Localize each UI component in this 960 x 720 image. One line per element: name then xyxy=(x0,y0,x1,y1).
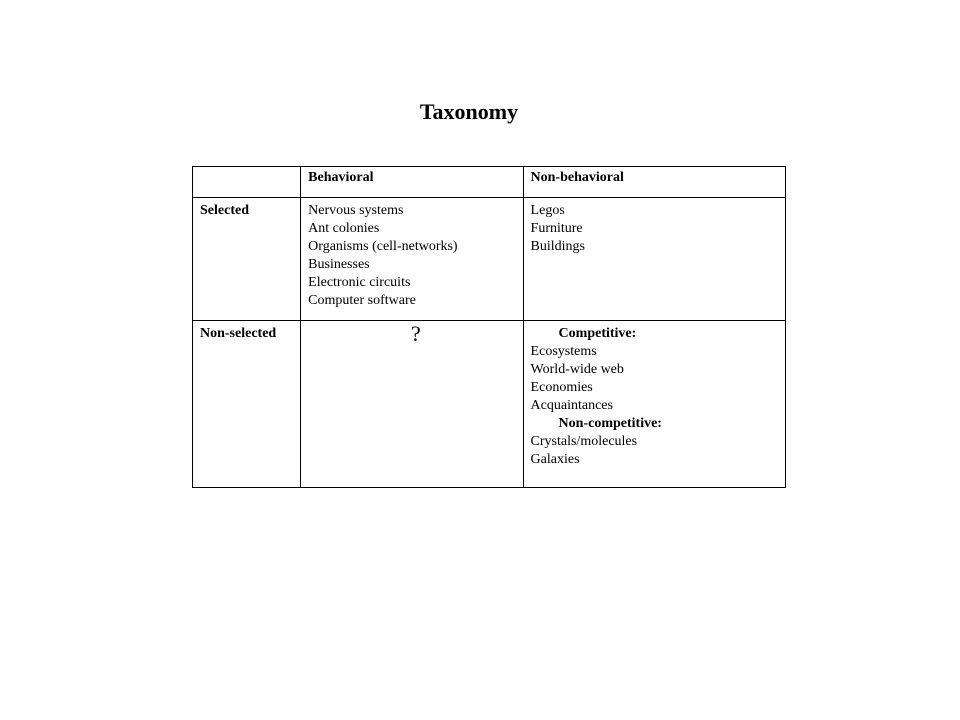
column-header-label: Non-behavioral xyxy=(530,170,624,185)
list-item: Crystals/molecules xyxy=(530,434,638,449)
row-header-label: Selected xyxy=(200,203,249,218)
list-item: Nervous systems xyxy=(308,203,404,218)
list-item: Furniture xyxy=(530,221,583,236)
list-item: Economies xyxy=(530,380,593,395)
row-header-selected xyxy=(193,198,301,321)
list-item: Buildings xyxy=(530,239,586,254)
taxonomy-table xyxy=(192,166,786,488)
list-item: Organisms (cell-networks) xyxy=(308,239,458,254)
column-header-nonbehavioral xyxy=(523,167,785,198)
column-header-behavioral xyxy=(301,167,523,198)
cell-selected-behavioral xyxy=(301,198,523,321)
competitive-heading: Competitive: xyxy=(558,326,637,341)
question-mark: ? xyxy=(410,321,421,346)
table-row-nonselected xyxy=(193,321,786,488)
table-header-row xyxy=(193,167,786,198)
list-item: Electronic circuits xyxy=(308,275,411,290)
table-row-selected xyxy=(193,198,786,321)
cell-nonselected-behavioral xyxy=(301,321,523,488)
cell-nonselected-nonbehavioral xyxy=(523,321,785,488)
row-header-label: Non-selected xyxy=(200,326,277,341)
corner-cell xyxy=(193,167,301,198)
noncompetitive-heading: Non-competitive: xyxy=(558,416,662,431)
list-item: Acquaintances xyxy=(530,398,613,413)
list-item: Ant colonies xyxy=(308,221,380,236)
cell-selected-nonbehavioral xyxy=(523,198,785,321)
page-title: Taxonomy xyxy=(419,99,519,124)
row-header-nonselected xyxy=(193,321,301,488)
list-item: Legos xyxy=(530,203,565,218)
list-item: Galaxies xyxy=(530,452,580,467)
list-item: Computer software xyxy=(308,293,416,308)
list-item: World-wide web xyxy=(530,362,624,377)
list-item: Ecosystems xyxy=(530,344,597,359)
column-header-label: Behavioral xyxy=(308,170,374,185)
list-item: Businesses xyxy=(308,257,370,272)
